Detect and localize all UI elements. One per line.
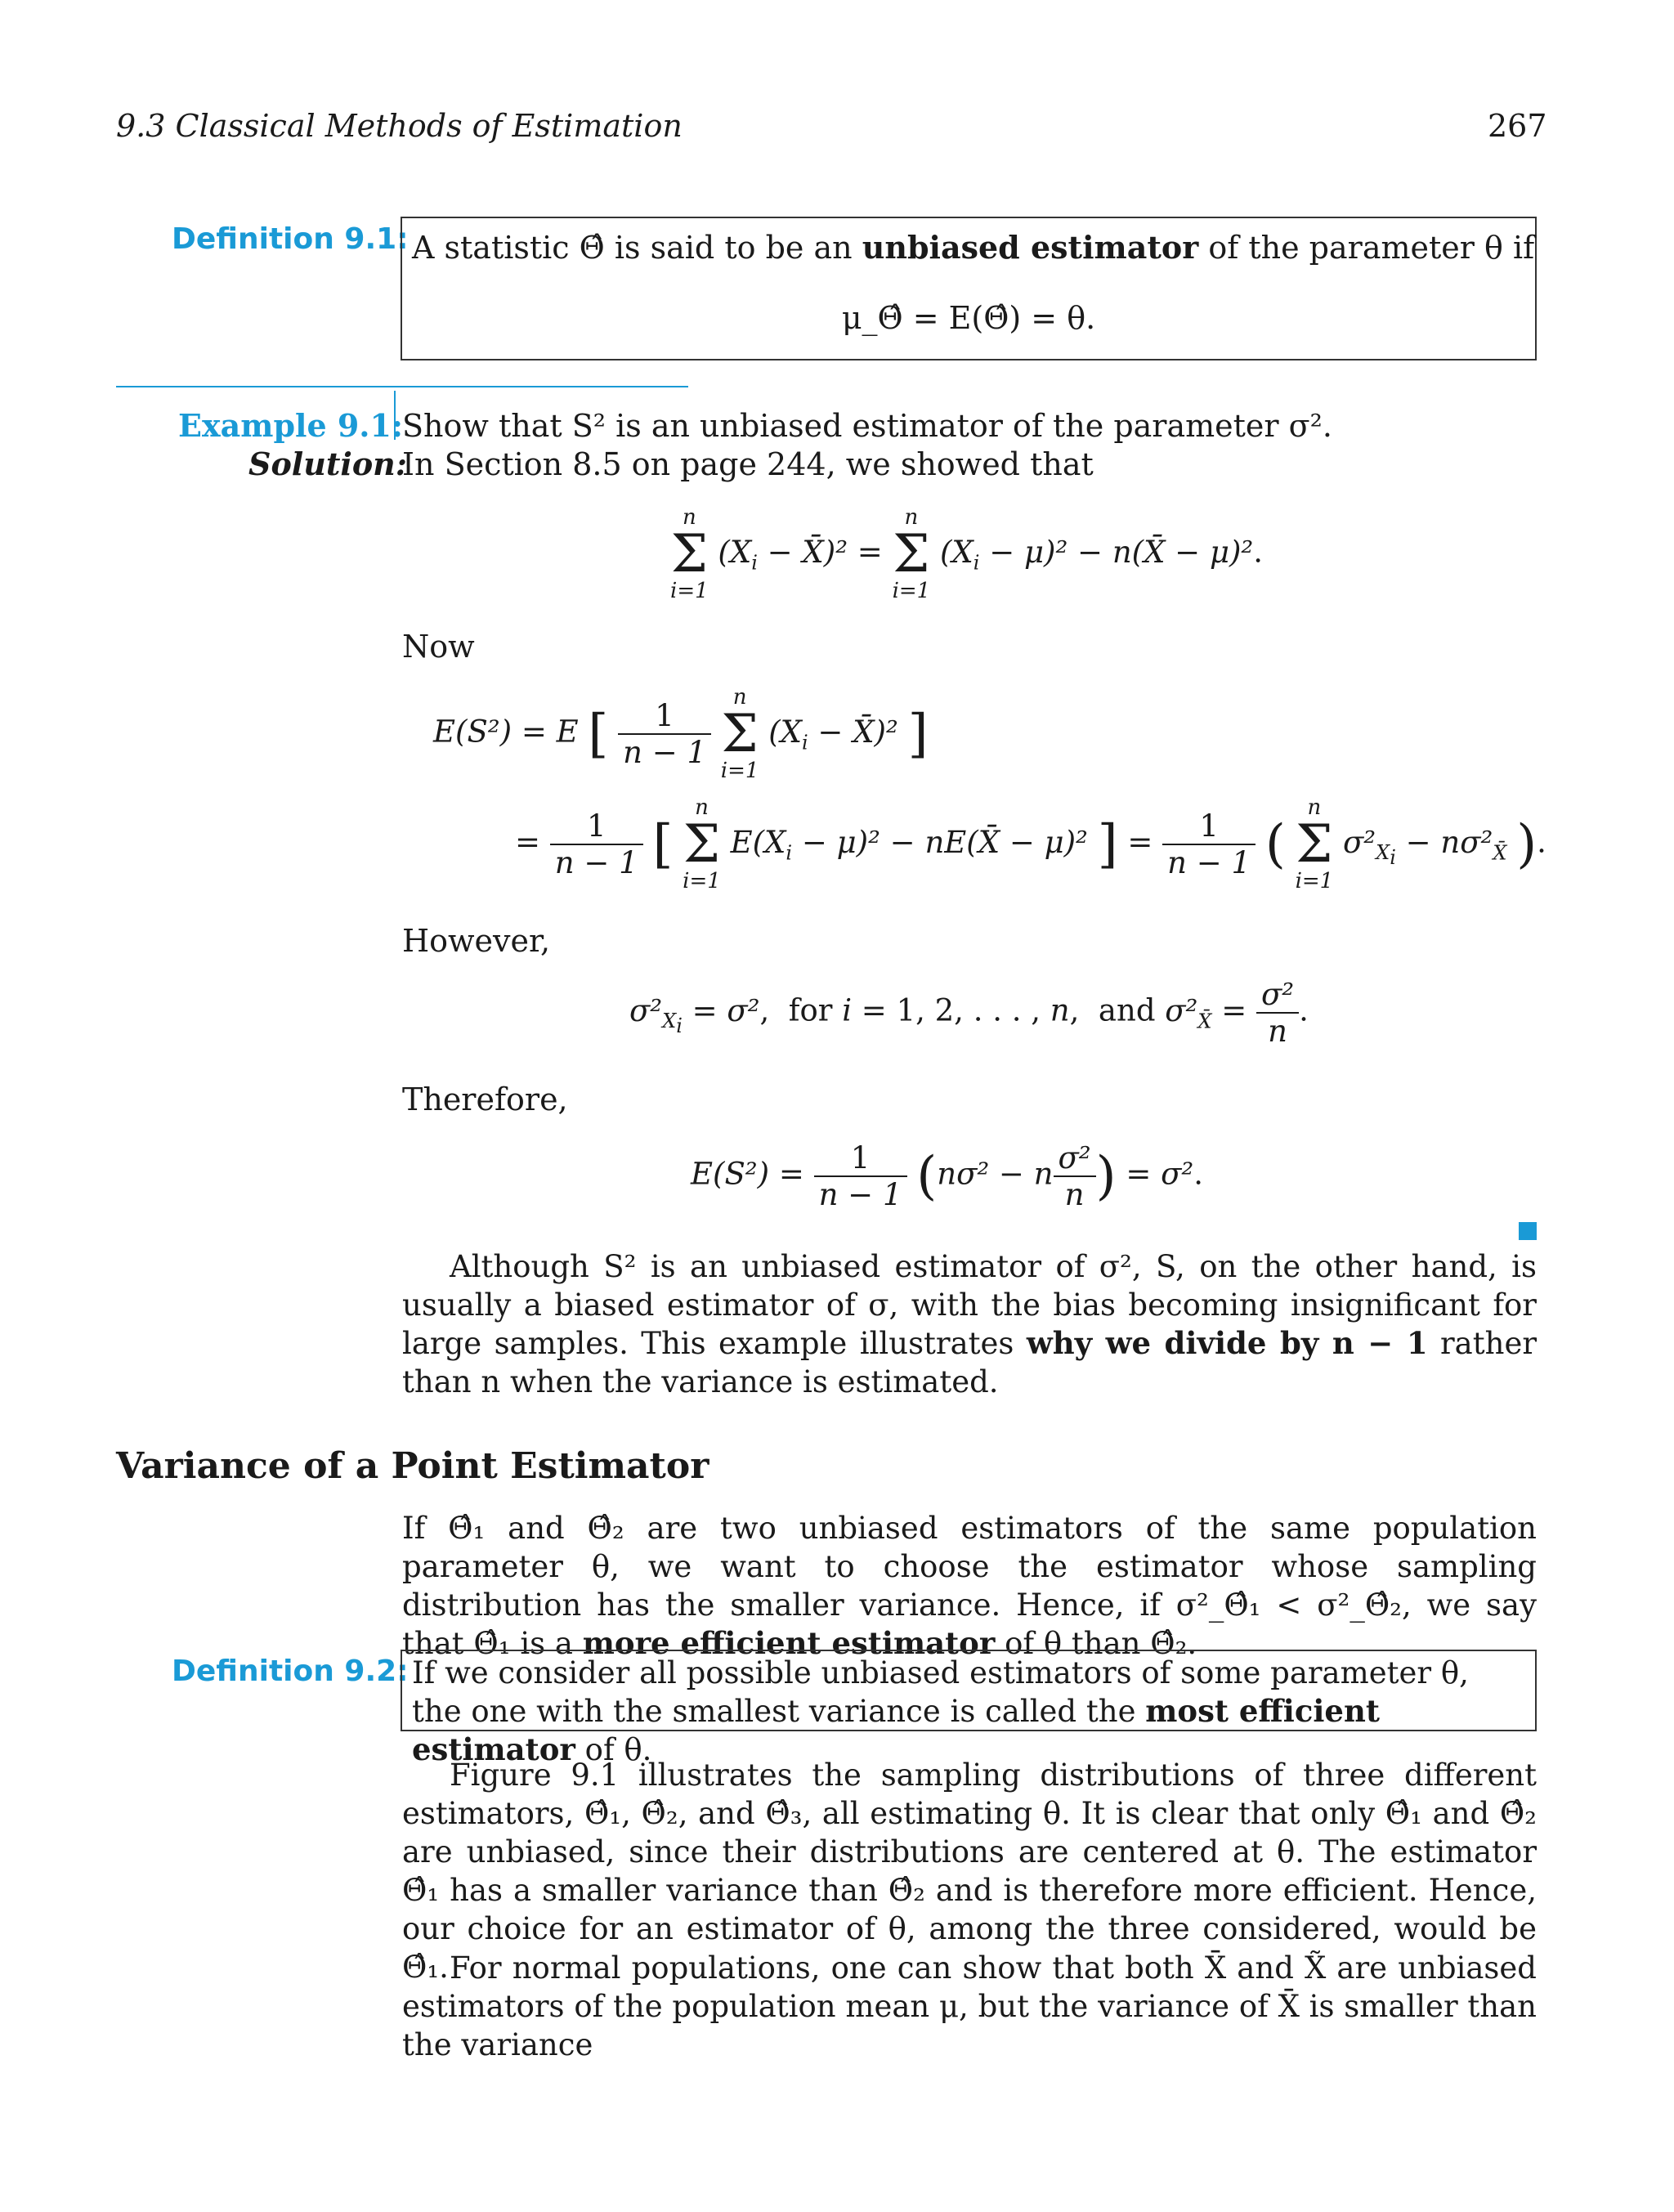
equation-expectation-line2: = $\frac{1}{n - 1}$ [ n Σ i=1 $E(X_i - \mu)^2$ − nE(X̄ − μ)² ] = $\frac{1}{n - 1}$ ( n Σ i=1 $\sigma^2_{X_i} - n\sigma^2_{X̄}$ ). bbox=[515, 795, 1546, 893]
bold-term: unbiased estimator bbox=[862, 229, 1199, 266]
definition-text: A statistic Θ̂ is said to be an unbiased estimator of the parameter θ if bbox=[412, 229, 1535, 266]
example-statement: Show that S² is an unbiased estimator of the parameter σ². bbox=[402, 408, 1332, 444]
definition-box bbox=[401, 217, 1537, 360]
solution-intro: In Section 8.5 on page 244, we showed that bbox=[402, 446, 1094, 482]
now-label: Now bbox=[402, 629, 475, 665]
bold-phrase: why we divide by n − 1 bbox=[1026, 1325, 1428, 1361]
equation-sum-identity: n Σ i=1 ($X_i$ − X̄)² = n Σ i=1 $(X_i - \mu)^2$ − n(X̄ − μ)². bbox=[670, 505, 1264, 603]
bold-term: more efficient estimator bbox=[582, 1625, 996, 1661]
equation-result: E(S²) = $\frac{1}{n - 1}$ (nσ² − n $\frac{\text{σ²}}{n}$ ) = σ². bbox=[691, 1140, 1203, 1212]
definition-text: If we consider all possible unbiased estimators of some parameter θ, the one with the smallest variance is called the most efficient estimator of θ. bbox=[412, 1655, 1469, 1767]
remark-paragraph: Although S² is an unbiased estimator of σ², S, on the other hand, is usually a biased estimator of σ, with the bias becoming insignificant for large samples. This example illustrates why we divide by n − 1 rather than n when the variance is estimated. bbox=[402, 1249, 1537, 1399]
however-label: However, bbox=[402, 923, 551, 959]
running-title: 9.3 Classical Methods of Estimation bbox=[116, 108, 683, 144]
section-heading: Variance of a Point Estimator bbox=[116, 1445, 709, 1487]
equation-variance: $\sigma^2_{X_i} = \sigma^2$, for i = 1, 2, . . . , n, and $\sigma^2_{X̄}$ = $\frac{\text{σ²}}{n}$ . bbox=[629, 977, 1309, 1049]
definition-label: Definition 9.2: bbox=[172, 1655, 409, 1688]
figure-discussion-paragraph: Figure 9.1 illustrates the sampling distributions of three different estimators, Θ̂₁, Θ̂₂, and Θ̂₃, all estimating θ. It is clear that only Θ̂₁ and Θ̂₂ are unbiased, since their distributions are centered at θ. The estimator Θ̂₁ has a smaller variance than Θ̂₂ and is therefore more efficient. Hence, our choice for an estimator of θ, among the three considered, would be Θ̂₁. bbox=[402, 1758, 1537, 1985]
equation-expectation-line1: E(S²) = E [ $\frac{1}{n - 1}$ n Σ i=1 ($X_i$ − X̄)² ] bbox=[433, 685, 929, 783]
bold-term: most efficient estimator bbox=[412, 1693, 1380, 1767]
example-label: Example 9.1: bbox=[178, 407, 403, 444]
section-paragraph: If Θ̂₁ and Θ̂₂ are two unbiased estimators of the same population parameter θ, we want to choose the estimator whose sampling distribution has the smaller variance. Hence, if σ²_Θ̂₁ < σ²_Θ̂₂, we say that Θ̂₁ is a more efficient estimator of θ than Θ̂₂. bbox=[402, 1511, 1537, 1661]
example-divider bbox=[116, 386, 688, 387]
page-number: 267 bbox=[1488, 108, 1547, 144]
definition-equation: μ_Θ̂ = E(Θ̂) = θ. bbox=[841, 300, 1096, 336]
definition-label: Definition 9.1: bbox=[172, 222, 409, 256]
therefore-label: Therefore, bbox=[402, 1081, 568, 1117]
end-of-example-marker bbox=[1519, 1222, 1537, 1240]
solution-label: Solution: bbox=[248, 446, 407, 482]
normal-populations-paragraph: For normal populations, one can show that both X̄ and X̃ are unbiased estimators of the population mean μ, but the variance of X̄ is smaller than the variance bbox=[402, 1950, 1537, 2062]
definition-box bbox=[401, 1650, 1537, 1767]
